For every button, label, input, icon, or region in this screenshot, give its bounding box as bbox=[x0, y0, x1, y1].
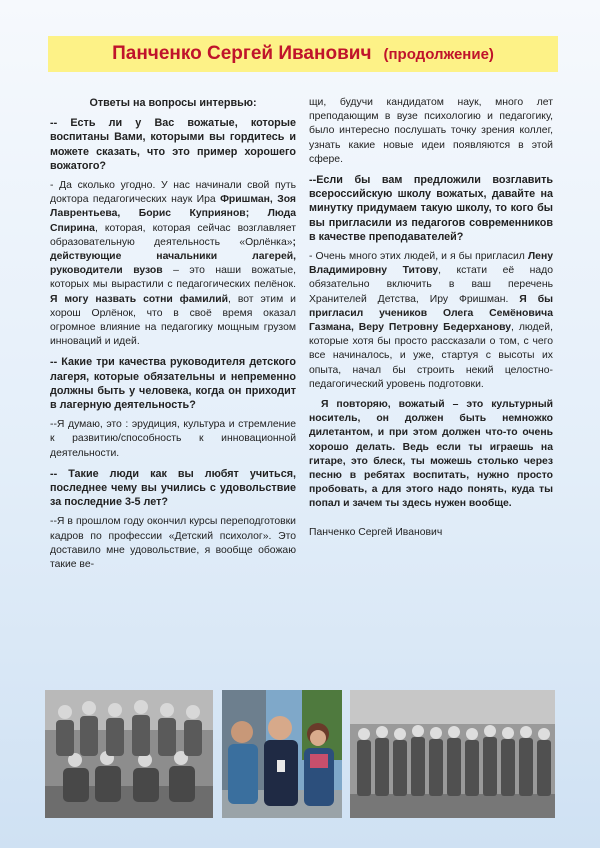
page-subtitle: (продолжение) bbox=[383, 45, 494, 63]
title-banner bbox=[48, 36, 558, 72]
answer-3: --Я в прошлом году окончил курсы переподготовки кадров по профессии «Детский психолог». Это доставило мне удовольствие, я вообще обожаю такие ве- bbox=[50, 516, 296, 571]
answer-1-part: , которая, которая сейчас возглавляет образовательную деятельность «Орлёнка» bbox=[50, 222, 296, 248]
answer-2: --Я думаю, это : эрудиция, культура и стремление к развитию/способность к инновационной деятельности. bbox=[50, 419, 296, 459]
left-column bbox=[50, 96, 296, 578]
question-3: -- Такие люди как вы любят учиться, последнее чему вы учились с удовольствие за последние 3-5 лет? bbox=[50, 467, 296, 509]
answer-1-bold: Фришман, Зоя Лаврентьева, Борис Куприянов; Люда Спирина bbox=[50, 194, 296, 234]
answer-1-part: - Да сколько угодно. У нас начинали свой путь доктора педагогических наук Ира bbox=[50, 180, 296, 206]
answer-1 bbox=[50, 179, 296, 349]
answer-1-bold: Я могу назвать сотни фамилий bbox=[50, 293, 228, 305]
answer-1-bold: ; действующие начальники лагерей, руководители вузов bbox=[50, 236, 296, 277]
page-title: Панченко Сергей Иванович bbox=[112, 43, 372, 64]
answer-4-part: , людей, которые хотя бы просто рассказали о том, с чего все начиналось, и уже, стартуя с высоты их опыта, начал бы строить некий целостно-педагогический уровень подготовки. bbox=[309, 322, 553, 390]
photo-large-group-image bbox=[350, 690, 555, 818]
answer-4-part: , кстати её надо обязательно включить в ваш перечень Хранителей Детства, Иру Фришман. bbox=[309, 265, 554, 305]
photo-three-people-image bbox=[222, 690, 342, 818]
answer-4-bold: Я бы пригласил учеников Олега Семёновича Газмана, Веру Петровну Бедерханову bbox=[309, 293, 553, 334]
closing-statement bbox=[309, 398, 553, 512]
right-column bbox=[309, 96, 553, 546]
photo-counselor-group bbox=[45, 690, 213, 818]
interview-heading: Ответы на вопросы интервью: bbox=[89, 97, 257, 109]
photo-large-group bbox=[350, 690, 555, 818]
question-2: -- Какие три качества руководителя детского лагеря, которые обязательны и непременно должны быть у человека, когда он приходит в лагерную деятельность? bbox=[50, 356, 296, 412]
author-signature: Панченко Сергей Иванович bbox=[309, 526, 443, 538]
answer-4 bbox=[309, 250, 553, 392]
answer-4-part: - Очень много этих людей, и я бы пригласил bbox=[309, 251, 528, 263]
photo-three-people bbox=[222, 690, 342, 818]
answer-3-continued: щи, будучи кандидатом наук, много лет преподающим в вузе психологию и педагогику, было интересно послушать точку зрения коллег, узнать какие новые идеи появляются в этой сфере. bbox=[309, 97, 553, 165]
answer-1-part: , вот этим и хорош Орлёнок, что в своё время оказал огромное влияние на педагогику мощным грузом инноваций и идей. bbox=[50, 293, 296, 348]
question-4: --Если бы вам предложили возглавить всероссийскую школу вожатых, давайте на минутку придумаем такую школу, то кого бы вы пригласили из педагогов современников в качестве преподавателей? bbox=[309, 174, 553, 243]
answer-4-bold: Лену Владимировну Титову bbox=[309, 251, 553, 277]
photo-counselor-group-image bbox=[45, 690, 213, 818]
closing-statement-text: Я повторяю, вожатый – это культурный носитель, он должен быть немножко дилетантом, и при этом должен что-то очень хорошо делать. Ведь если ты играешь на гитаре, это блеск, ты можешь столько через песню в ребятах воспитать, нужно просто пробовать, а для этого надо понять, куда ты попал и зачем ты здесь нужен вообще. bbox=[309, 399, 553, 510]
answer-1-part: – это наши вожатые, которых мы вырастили с педагогических пелёнок. bbox=[50, 265, 296, 291]
question-1: -- Есть ли у Вас вожатые, которые воспитаны Вами, которыми вы гордитесь и можете сказать, что это пример хорошего вожатого? bbox=[50, 117, 296, 172]
